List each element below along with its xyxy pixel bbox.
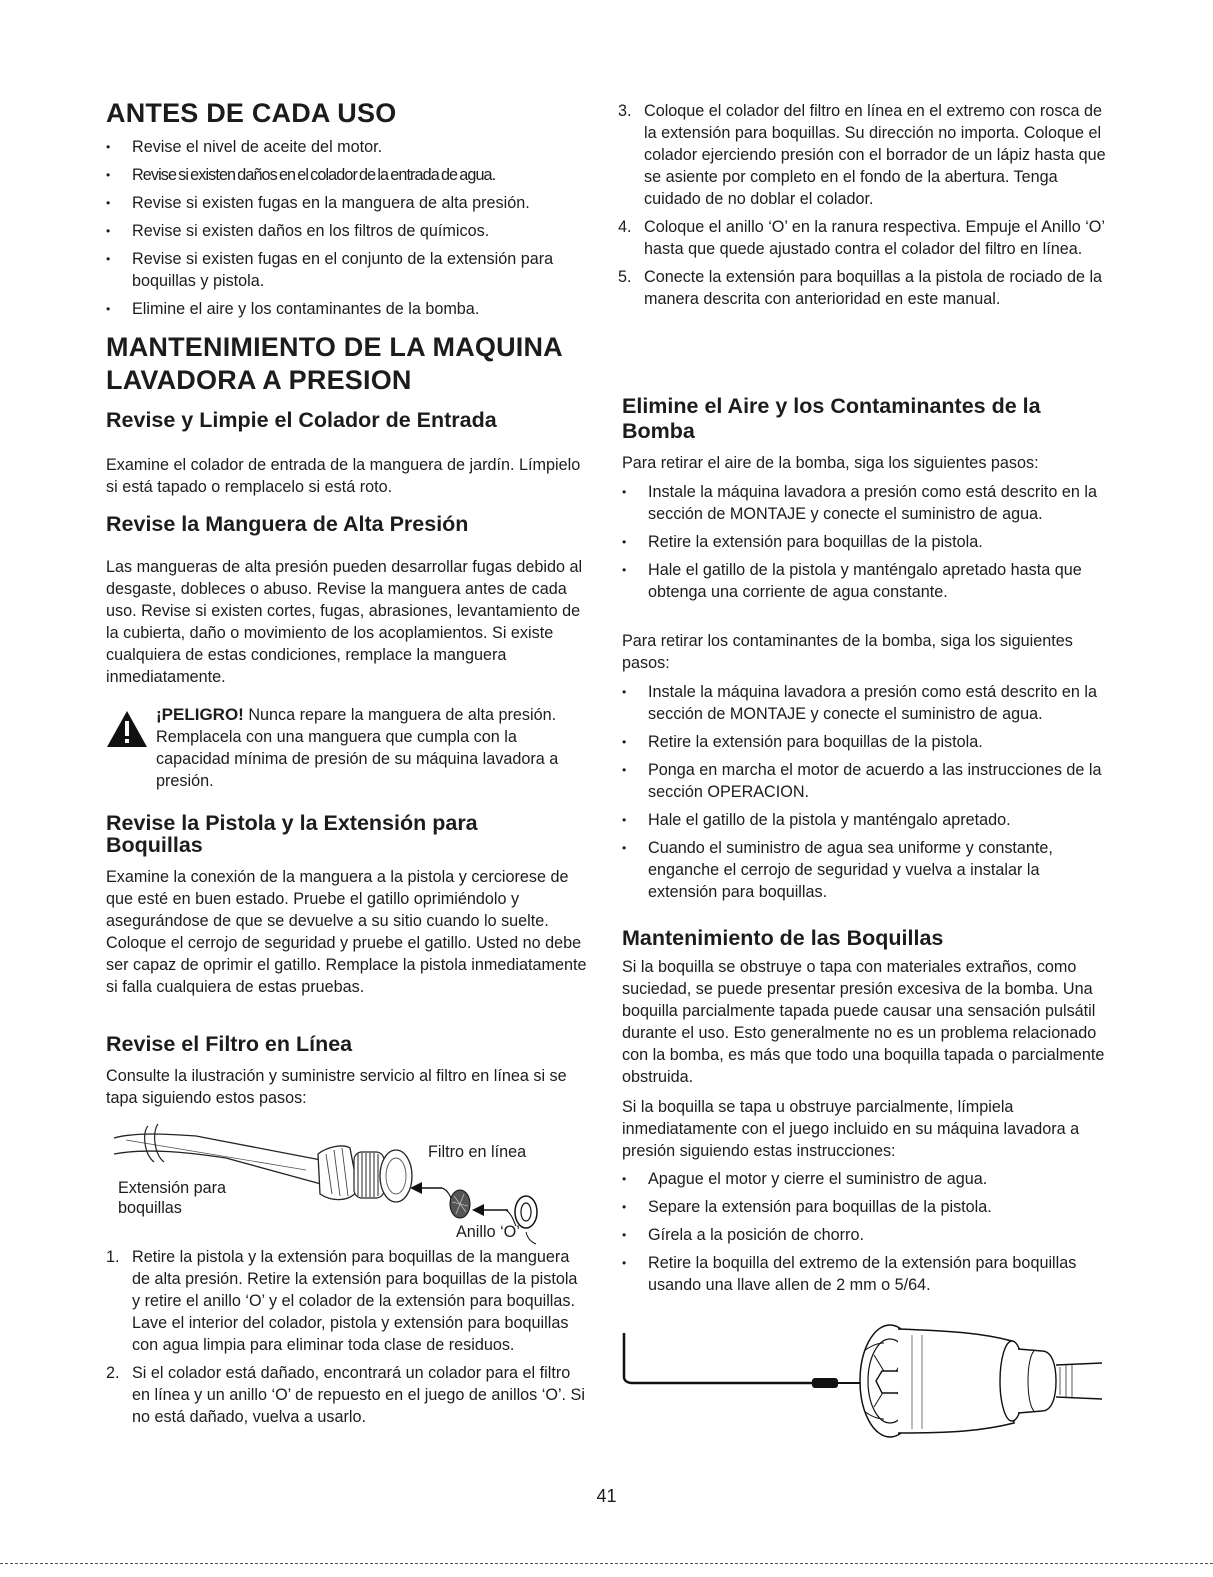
- oring-label: Anillo ‘O’: [456, 1223, 520, 1241]
- list-item: 1. Retire la pistola y la extensión para boquillas de la manguera de alta presión. Retire la extensión para boquillas de la pistola y retire el anillo ‘O’ y el colador de la extensión para boquillas. Lave el interior del colador, pistola y extensión para boquillas con agua limpia para eliminar toda clase de residuos.: [106, 1248, 578, 1354]
- extension-label-line1: Extensión para: [118, 1179, 226, 1197]
- filter-steps-list-continued: [618, 100, 1112, 316]
- contaminants-steps-list: [622, 681, 1112, 909]
- nozzle-cleaning-illustration: [622, 1315, 1112, 1445]
- hose-text: Las mangueras de alta presión pueden desarrollar fugas debido al desgaste, dobleces o abuso. Revise la manguera antes de cada uso. Revise si existen cortes, fugas, abrasiones, levantamiento de la cubierta, daño o movimiento de los acoplamientos. Si existe cualquiera de estas condiciones, remplace la manguera inmediatamente.: [106, 558, 583, 686]
- list-item: • Retire la extensión para boquillas de la pistola.: [622, 731, 1112, 753]
- list-item: • Hale el gatillo de la pistola y manténgalo apretado hasta que obtenga una corriente de agua constante.: [622, 559, 1112, 603]
- strainer-heading: Revise y Limpie el Colador de Entrada: [106, 408, 497, 432]
- nozzle-text-1: Si la boquilla se obstruye o tapa con materiales extraños, como suciedad, se puede presentar presión excesiva de la bomba. Una boquilla parcialmente tapada puede causar una sensación pulsátil durante el uso. Esto generalmente no es un problema relacionado con la bomba, es más que todo una boquilla tapada o parcialmente obstruida.: [622, 958, 1105, 1086]
- list-item: • Hale el gatillo de la pistola y manténgalo apretado.: [622, 809, 1112, 831]
- page-number: 41: [596, 1486, 617, 1506]
- page-edge-divider: [0, 1563, 1213, 1564]
- gun-heading-line2: Boquillas: [106, 833, 203, 857]
- danger-label: ¡PELIGRO!: [156, 705, 244, 724]
- list-item: • Instale la máquina lavadora a presión como está descrito en la sección de MONTAJE y conecte el suministro de agua.: [622, 681, 1112, 725]
- list-item: 2. Si el colador está dañado, encontrará un colador para el filtro en línea y un anillo ‘O’ de repuesto en el juego de anillos ‘O’. Si no está dañado, vuelva a usarlo.: [106, 1364, 585, 1426]
- filter-text: Consulte la ilustración y suministre servicio al filtro en línea si se tapa siguiendo estos pasos:: [106, 1067, 567, 1107]
- list-item: • Revise el nivel de aceite del motor.: [106, 136, 588, 158]
- maintenance-title-line2: LAVADORA A PRESION: [106, 365, 412, 395]
- gun-text: Examine la conexión de la manguera a la pistola y cerciorese de que esté en buen estado. Pruebe el gatillo oprimiéndolo y asegurándose de que se devuelve a su sitio cuando lo suelte. Coloque el cerrojo de seguridad y pruebe el gatillo. Usted no debe ser capaz de oprimir el gatillo. Remplace la pistola inmediatamente si falla cualquiera de estas pruebas.: [106, 868, 587, 996]
- list-item: • Cuando el suministro de agua sea uniforme y constante, enganche el cerrojo de seguridad y vuelva a instalar la extensión para boquillas.: [622, 837, 1112, 903]
- inline-filter-figure: [106, 1118, 588, 1258]
- list-item: • Retire la extensión para boquillas de la pistola.: [622, 531, 1112, 553]
- list-item: 3. Coloque el colador del filtro en línea en el extremo con rosca de la extensión para boquillas. Su dirección no importa. Coloque el colador ejerciendo presión con el borrador de un lápiz hasta que se asiente por completo en el fondo de la abertura. Tenga cuidado de no doblar el colador.: [618, 102, 1106, 208]
- maintenance-title-line1: MANTENIMIENTO DE LA MAQUINA: [106, 332, 563, 362]
- list-item: 4. Coloque el anillo ‘O’ en la ranura respectiva. Empuje el Anillo ‘O’ hasta que quede ajustado contra el colador del filtro en línea.: [618, 218, 1105, 258]
- list-item: • Revise si existen daños en el colador de la entrada de agua.: [106, 164, 588, 186]
- before-use-list: [106, 136, 588, 326]
- list-item: • Apague el motor y cierre el suministro de agua.: [622, 1168, 1112, 1190]
- list-item: • Revise si existen fugas en la manguera de alta presión.: [106, 192, 588, 214]
- list-item: • Gírela a la posición de chorro.: [622, 1224, 1112, 1246]
- list-item: • Separe la extensión para boquillas de la pistola.: [622, 1196, 1112, 1218]
- air-steps-list: [622, 481, 1112, 609]
- gun-heading-line1: Revise la Pistola y la Extensión para: [106, 811, 478, 835]
- list-item: • Instale la máquina lavadora a presión como está descrito en la sección de MONTAJE y conecte el suministro de agua.: [622, 481, 1112, 525]
- nozzle-text-2: Si la boquilla se tapa u obstruye parcialmente, límpiela inmediatamente con el juego incluido en su máquina lavadora a presión siguiendo estas instrucciones:: [622, 1098, 1080, 1160]
- nozzle-heading: Mantenimiento de las Boquillas: [622, 926, 944, 950]
- danger-text: Nunca repare la manguera de alta presión. Remplacela con una manguera que cumpla con la capacidad mínima de presión de su máquina lavadora a presión.: [156, 706, 559, 790]
- list-item: 5. Conecte la extensión para boquillas a la pistola de rociado de la manera descrita con anterioridad en este manual.: [618, 268, 1103, 308]
- danger-warning: [106, 704, 588, 792]
- before-use-title: ANTES DE CADA USO: [106, 98, 397, 128]
- filter-steps-list: [106, 1246, 588, 1434]
- list-item: • Retire la boquilla del extremo de la extensión para boquillas usando una llave allen de 2 mm o 5/64.: [622, 1252, 1112, 1296]
- list-item: • Ponga en marcha el motor de acuerdo a las instrucciones de la sección OPERACION.: [622, 759, 1112, 803]
- extension-label-line2: boquillas: [118, 1199, 182, 1217]
- air-heading: Elimine el Aire y los Contaminantes de la Bomba: [622, 394, 1041, 443]
- filter-label: Filtro en línea: [428, 1143, 527, 1161]
- strainer-text: Examine el colador de entrada de la manguera de jardín. Límpielo si está tapado o remplacelo si está roto.: [106, 456, 581, 496]
- contaminants-intro: Para retirar los contaminantes de la bomba, siga los siguientes pasos:: [622, 632, 1073, 672]
- list-item: • Revise si existen fugas en el conjunto de la extensión para boquillas y pistola.: [106, 248, 588, 292]
- filter-heading: Revise el Filtro en Línea: [106, 1032, 353, 1056]
- nozzle-steps-list: [622, 1168, 1112, 1302]
- warning-triangle-icon: [106, 710, 148, 748]
- air-intro: Para retirar el aire de la bomba, siga los siguientes pasos:: [622, 454, 1039, 472]
- list-item: • Elimine el aire y los contaminantes de la bomba.: [106, 298, 588, 320]
- hose-heading: Revise la Manguera de Alta Presión: [106, 512, 469, 536]
- list-item: • Revise si existen daños en los filtros de químicos.: [106, 220, 588, 242]
